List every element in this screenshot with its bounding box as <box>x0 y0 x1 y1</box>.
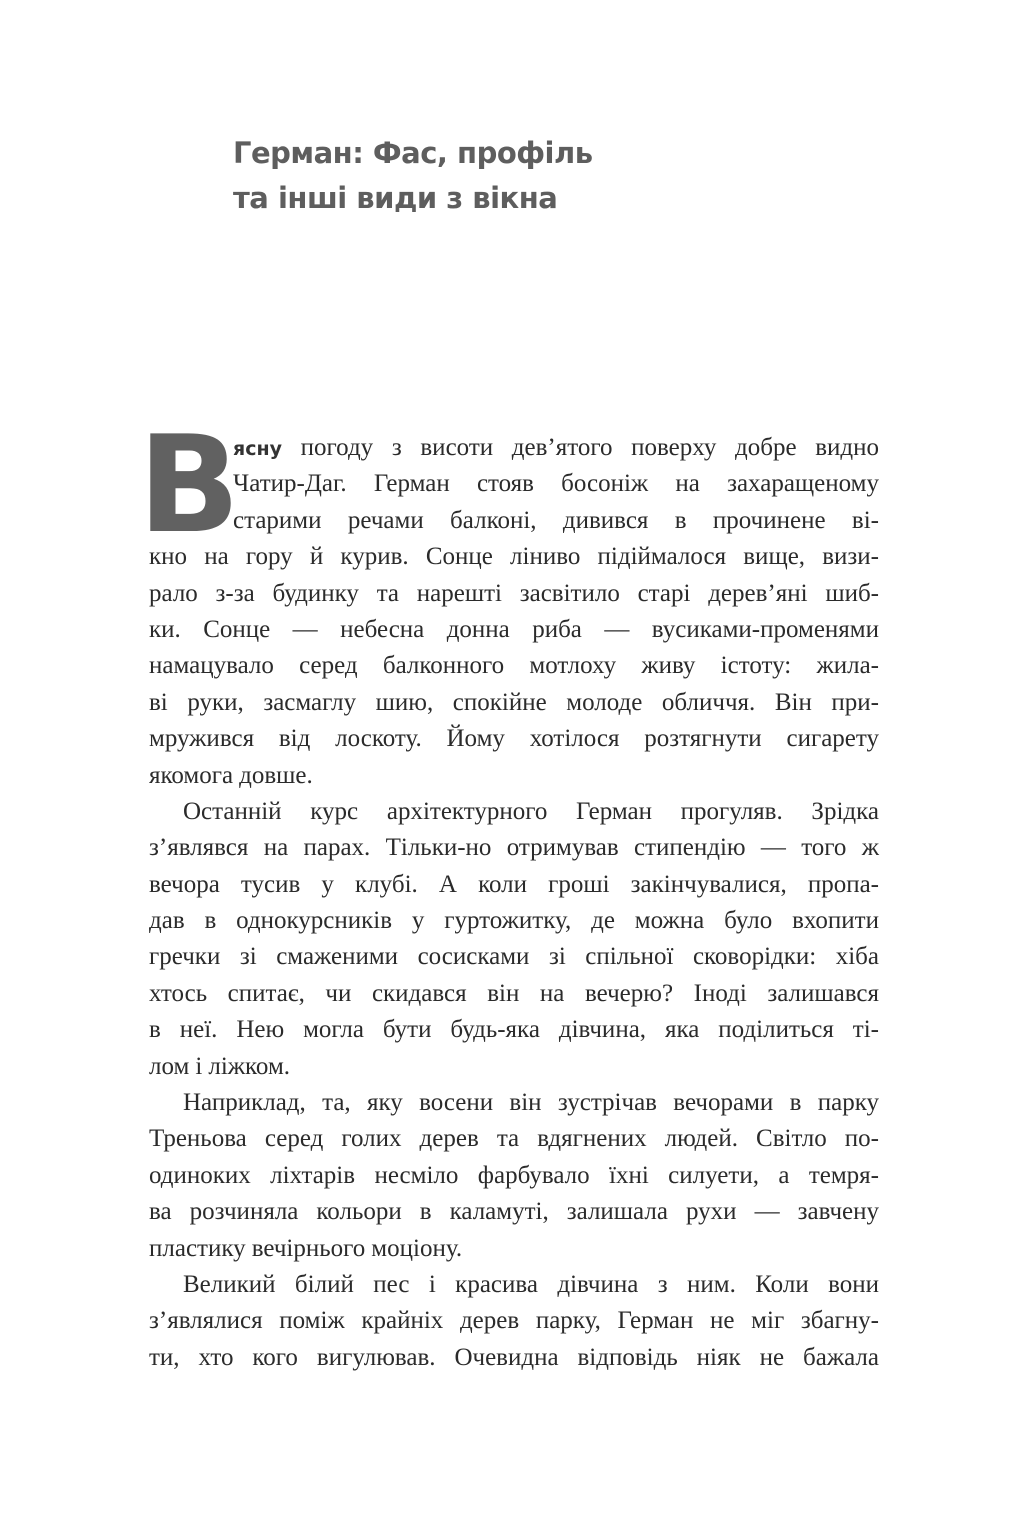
body-text <box>149 430 879 1376</box>
text-line: лом і ліжком. <box>149 1052 291 1080</box>
text-line: Великий білий пес і красива дівчина з ним. Коли вони <box>183 1270 879 1298</box>
text-line: Треньова серед голих дерев та вдягнених людей. Світло по- <box>149 1125 879 1153</box>
text-line: вечора тусив у клубі. А коли гроші закінчувалися, пропа- <box>149 870 879 898</box>
text-line: ва розчиняла кольори в каламуті, залишала рухи — завчену <box>149 1198 879 1226</box>
chapter-title-line-1: Герман: Фас, профіль <box>233 136 593 170</box>
chapter-title-line-2: та інші види з вікна <box>233 181 558 215</box>
text-line: пластику вечірнього моціону. <box>149 1234 463 1262</box>
text-line: хтось спитає, чи скидався він на вечерю? Іноді залишався <box>149 979 879 1007</box>
lead-word: ясну <box>233 438 282 460</box>
text-line: в неї. Нею могла бути будь-яка дівчина, яка поділиться ті- <box>149 1016 879 1044</box>
text-line: рало з-за будинку та нарешті засвітило старі дерев’яні шиб- <box>149 579 879 607</box>
text-line: ясну погоду з висоти дев’ятого поверху добре видно <box>233 434 879 461</box>
text-line: якомога довше. <box>149 761 313 789</box>
text-line: одиноких ліхтарів несміло фарбувало їхні силуети, а темря- <box>149 1161 879 1189</box>
text-line: Останній курс архітектурного Герман прогуляв. Зрідка <box>183 797 879 825</box>
text-line: Чатир-Даг. Герман стояв босоніж на захаращеному <box>233 470 879 498</box>
text-line: ві руки, засмаглу шию, спокійне молоде обличчя. Він при- <box>149 688 879 716</box>
text-line: Наприклад, та, яку восени він зустрічав вечорами в парку <box>183 1089 879 1117</box>
text-line: старими речами балконі, дивився в прочинене ві- <box>233 506 879 534</box>
text-line: гречки зі смаженими сосисками зі спільної сковорідки: хіба <box>149 943 879 971</box>
chapter-title <box>233 131 933 221</box>
text-line: ти, хто кого вигулював. Очевидна відповідь ніяк не бажала <box>149 1343 879 1371</box>
text-line: з’являвся на парах. Тільки-но отримував стипендію — того ж <box>149 834 879 862</box>
text-line: дав в однокурсників у гуртожитку, де можна було вхопити <box>149 907 879 935</box>
text-line: намацувало серед балконного мотлоху живу істоту: жила- <box>149 652 879 680</box>
text-line: з’являлися поміж крайніх дерев парку, Герман не міг збагну- <box>149 1307 879 1335</box>
text-line: кно на гору й курив. Сонце ліниво підіймалося вище, визи- <box>149 543 879 571</box>
drop-cap: В <box>138 407 241 563</box>
text-line: мружився від лоскоту. Йому хотілося розтягнути сигарету <box>149 725 879 753</box>
text-line: ки. Сонце — небесна донна риба — вусиками-променями <box>149 615 879 643</box>
